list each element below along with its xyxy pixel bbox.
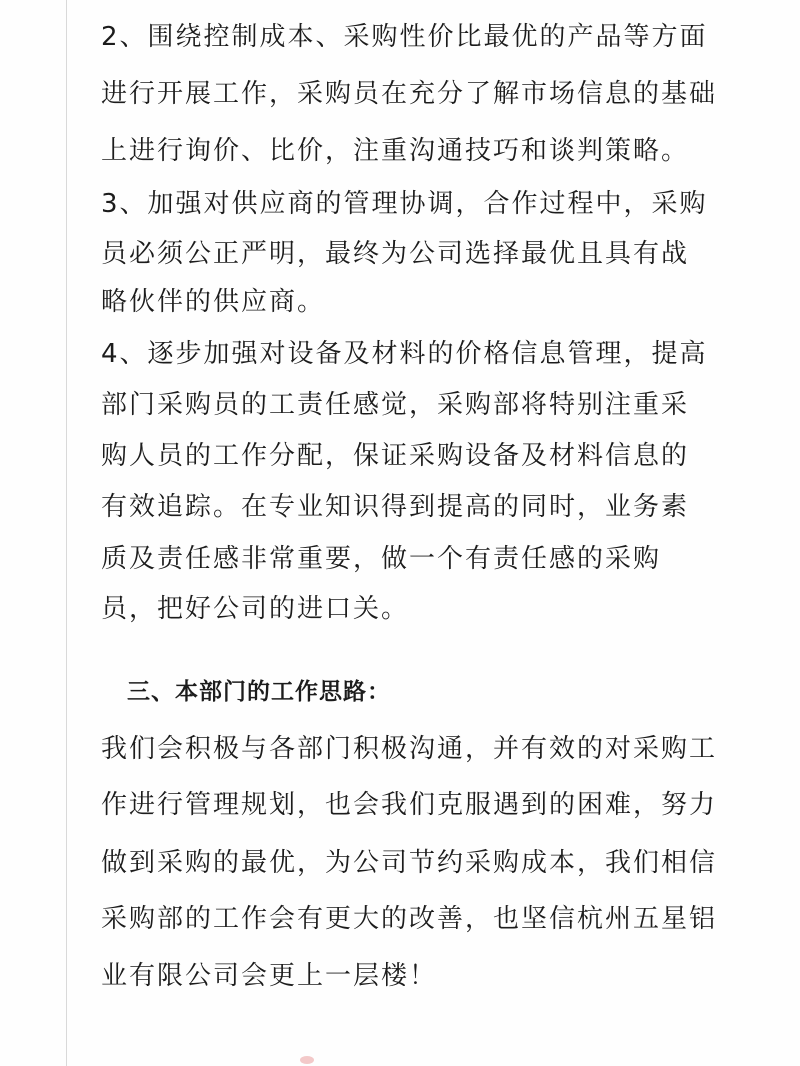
text-line: 购人员的工作分配，保证采购设备及材料信息的	[101, 441, 690, 471]
text-line: 部门采购员的工责任感觉，采购部将特别注重采	[101, 390, 690, 420]
text-line: 略伙伴的供应商。	[101, 287, 326, 317]
text-line: 员，把好公司的进口关。	[101, 594, 410, 624]
text-line: 3、加强对供应商的管理协调，合作过程中，采购	[101, 189, 708, 219]
margin-rule	[66, 0, 67, 1066]
text-line: 作进行管理规划，也会我们克服遇到的困难，努力	[101, 790, 718, 820]
text-line: 有效追踪。在专业知识得到提高的同时，业务素	[101, 492, 690, 522]
text-line: 质及责任感非常重要，做一个有责任感的采购	[101, 544, 662, 574]
text-line: 做到采购的最优，为公司节约采购成本，我们相信	[101, 848, 718, 878]
text-line: 上进行询价、比价，注重沟通技巧和谈判策略。	[101, 136, 690, 166]
text-line: 我们会积极与各部门积极沟通，并有效的对采购工	[101, 734, 718, 764]
text-line: 采购部的工作会有更大的改善，也坚信杭州五星铝	[101, 904, 718, 934]
text-line: 业有限公司会更上一层楼！	[101, 961, 438, 991]
text-line: 2、围绕控制成本、采购性价比最优的产品等方面	[101, 22, 708, 52]
text-line: 4、逐步加强对设备及材料的价格信息管理，提高	[101, 339, 708, 369]
text-line: 进行开展工作，采购员在充分了解市场信息的基础	[101, 79, 718, 109]
section-heading: 三、本部门的工作思路：	[127, 679, 391, 705]
stray-mark	[300, 1056, 314, 1064]
text-line: 员必须公正严明，最终为公司选择最优且具有战	[101, 239, 690, 269]
